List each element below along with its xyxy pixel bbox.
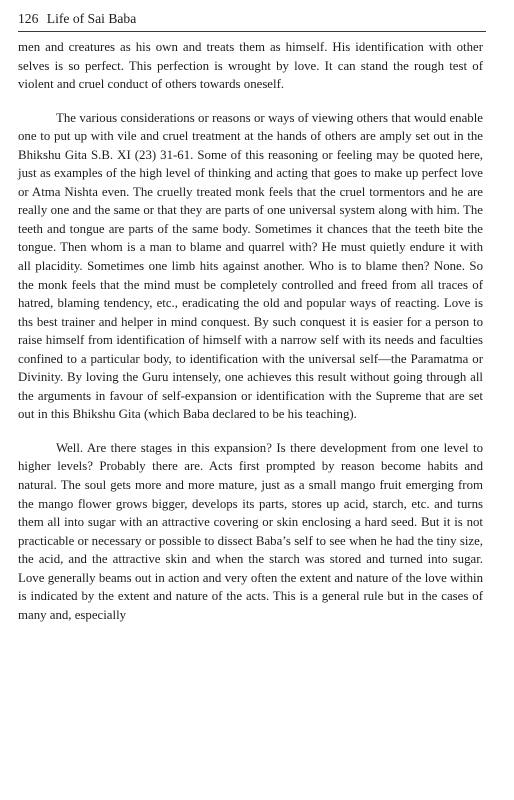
- book-page: [18, 10, 483, 624]
- running-header: [18, 10, 486, 32]
- paragraph-continuation: men and creatures as his own and treats them as himself. His identification with other selves is so perfect. This perfection is wrought by love. It can stand the rough test of violent and cruel conduct of others towards oneself.: [18, 40, 483, 92]
- page-number: 126: [18, 11, 39, 26]
- paragraph-stages-of-expansion: Well. Are there stages in this expansion? Is there development from one level to higher levels? Probably there are. Acts first prompted by reason become habits and natural. The soul gets more and more mature, just as a small mango fruit emerging from the mango flower grows bigger, develops its parts, stores up acid, starch, etc. and turns them all into sugar with an attractive covering or skin enclosing a hard seed. But it is not practicable or necessary or possible to dissect Baba’s self to see when he had the tiny size, the acid, and the attractive skin and when the starch was stored and turned into sugar. Love generally beams out in action and very often the extent and nature of the love within is indicated by the extent and nature of the acts. This is a general rule but in the cases of many and, especially: [18, 440, 483, 622]
- body-text: [18, 38, 483, 624]
- running-title: Life of Sai Baba: [46, 11, 137, 26]
- paragraph-bhikshu-gita: The various considerations or reasons or ways of viewing others that would enable one to put up with vile and cruel treatment at the hands of others are amply set out in the Bhikshu Gita S.B. XI (23) 31-61. Some of this reasoning or feeling may be quoted here, just as examples of the high level of thinking and acting that goes to make up perfect love or Atma Nishta even. The cruelly treated monk feels that the cruel tormentors and he are really one and the same or that they are parts of one universal system along with him. The teeth and tongue are parts of the same body. Sometimes it chances that the teeth bite the tongue. Then whom is a man to blame and quarrel with? He must quietly endure it with all placidity. Sometimes one limb hits against another. Who is to blame then? None. So the monk feels that the mind must be completely controlled and freed from all traces of hatred, blaming tendency, etc., eradicating the old and popular ways of reacting. Love is ths best trainer and helper in mind conquest. By such conquest it is easier for a person to raise himself from identification of himself with a narrow self with its needs and faculties confined to a particular body, to identification with the universal self—the Paramatma or Divinity. By loving the Guru intensely, one achieves this result without going through all the arguments in favour of self-expansion or identification with the Supreme that are set out in this Bhikshu Gita (which Baba declared to be his teaching).: [18, 110, 483, 422]
